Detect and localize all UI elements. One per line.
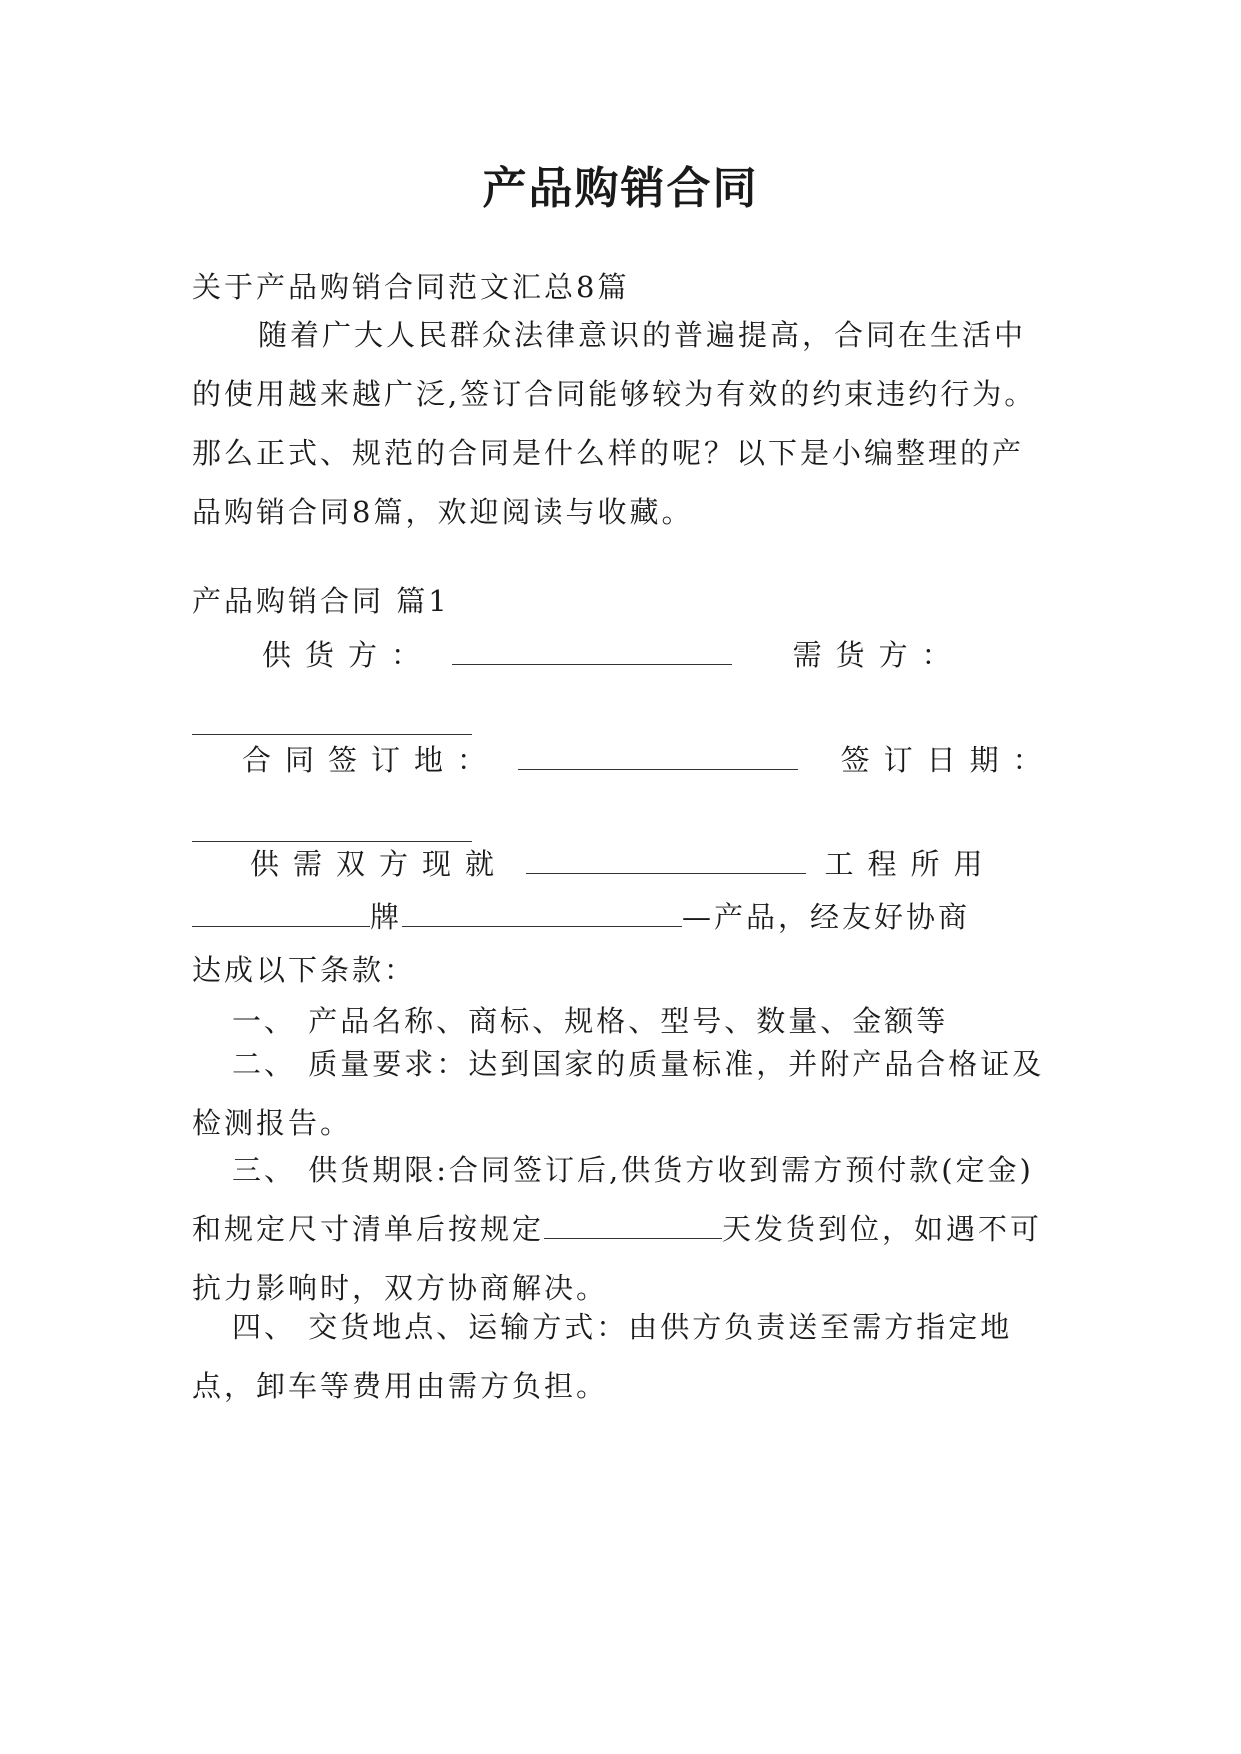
- brand-label: 牌: [370, 900, 403, 934]
- clause-1: 一、 产品名称、商标、规格、型号、数量、金额等: [232, 1004, 949, 1038]
- supplier-row: [262, 633, 965, 674]
- supplier-label: 供货方：: [262, 638, 435, 672]
- project-blank[interactable]: [526, 872, 806, 874]
- section-heading: 产品购销合同 篇1: [192, 584, 450, 618]
- place-label: 合同签订地：: [242, 743, 501, 777]
- delivery-days-blank[interactable]: [544, 1237, 722, 1239]
- clause-3-part2: 天发货到位，如遇不可抗力影响时，双方协商解决。: [192, 1212, 1043, 1305]
- clause-2: 二、 质量要求：达到国家的质量标准，并附产品合格证及检测报告。: [192, 1047, 1045, 1140]
- purpose-row: [250, 842, 996, 883]
- clause-3: [192, 1141, 1052, 1318]
- purpose-mid: 工程所用: [824, 847, 997, 881]
- purpose-prefix: 供需双方现就: [250, 847, 509, 881]
- intro-paragraph: 随着广大人民群众法律意识的普遍提高，合同在生活中的使用越来越广泛,签订合同能够较为有效的约束违约行为。那么正式、规范的合同是什么样的呢？以下是小编整理的产品购销合同8篇，欢迎阅读与收藏。: [192, 318, 1037, 529]
- date-label: 签订日期：: [840, 743, 1056, 777]
- purpose-suffix: —产品，经友好协商: [682, 900, 971, 934]
- document-title: 产品购销合同: [482, 163, 759, 214]
- buyer-blank[interactable]: [192, 733, 472, 735]
- purpose-end: 达成以下条款：: [192, 953, 417, 987]
- clause-4: 四、 交货地点、运输方式：由供方负责送至需方指定地点，卸车等费用由需方负担。: [192, 1310, 1013, 1403]
- supplier-blank[interactable]: [452, 663, 732, 665]
- place-row: [242, 738, 1056, 779]
- buyer-blank-row: [192, 708, 472, 742]
- brand-blank[interactable]: [192, 925, 370, 927]
- product-blank[interactable]: [402, 925, 682, 927]
- buyer-label: 需货方：: [792, 638, 965, 672]
- document-subtitle: 关于产品购销合同范文汇总8篇: [192, 270, 630, 304]
- brand-row: [192, 895, 970, 936]
- clause-3-part1: 三、 供货期限:合同签订后,供货方收到需方预付款(定金)和规定尺寸清单后按规定: [192, 1153, 1034, 1246]
- place-blank[interactable]: [518, 768, 798, 770]
